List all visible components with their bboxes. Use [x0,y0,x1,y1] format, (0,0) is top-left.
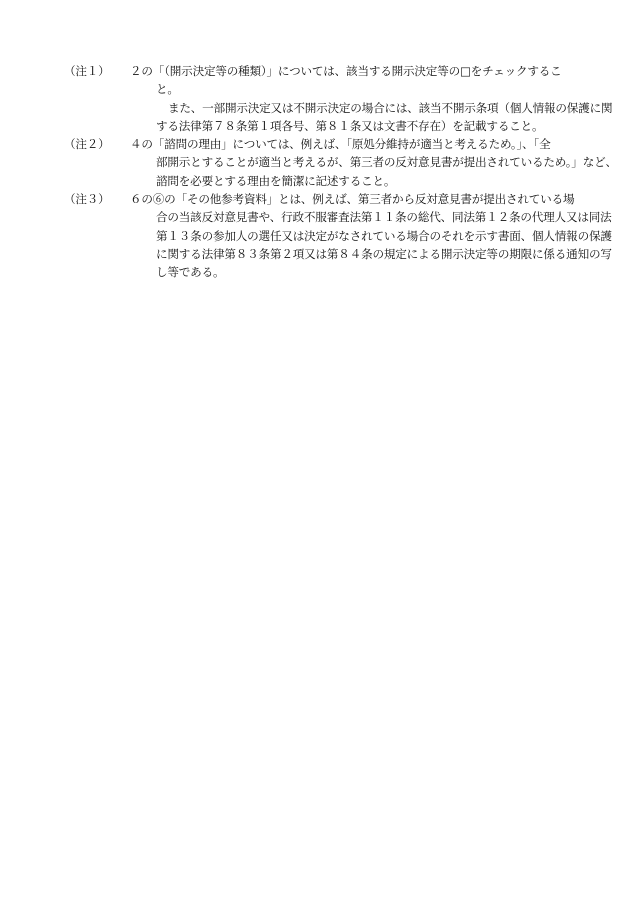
note-2-line-1: ４の「諮問の理由」については、例えば、「原処分維持が適当と考えるため。」、「全 [130,137,551,152]
note-3-line-5: し等である。 [156,265,225,280]
note-1-label: （注１） [64,64,110,78]
note-3-line-2: 合の当該反対意見書や、行政不服審査法第１１条の総代、同法第１２条の代理人又は同法 [156,210,612,225]
note-3-label: （注３） [64,192,110,207]
note-1-line-2: と。 [156,82,179,97]
note-1-line-1: ２の「（開示決定等の種類）」については、該当する開示決定等の□をチェックするこ [130,64,562,78]
note-3-body [130,190,612,281]
note-3 [64,190,612,281]
note-2 [64,135,617,190]
note-2-body [130,135,617,190]
note-1-line-4: する法律第７８条第１項各号、第８１条又は文書不存在）を記載すること。 [156,118,544,133]
note-2-label: （注２） [64,137,110,152]
note-2-line-3: 諮問を必要とする理由を簡潔に記述すること。 [156,173,396,188]
note-2-line-2: 部開示とすることが適当と考えるが、第三者の反対意見書が提出されているため。」など、 [156,155,617,170]
note-3-line-1: ６の⑥の「その他参考資料」とは、例えば、第三者から反対意見書が提出されている場 [130,192,575,207]
note-1-line-3: また、一部開示決定又は不開示決定の場合には、該当不開示条項（個人情報の保護に関 [168,100,613,115]
note-3-line-4: に関する法律第８３条第２項又は第８４条の規定による開示決定等の期限に係る通知の写 [156,246,612,261]
note-3-line-3: 第１３条の参加人の選任又は決定がなされている場合のそれを示す書面、個人情報の保護 [156,228,612,243]
note-1 [64,62,613,135]
note-1-body [130,62,612,135]
